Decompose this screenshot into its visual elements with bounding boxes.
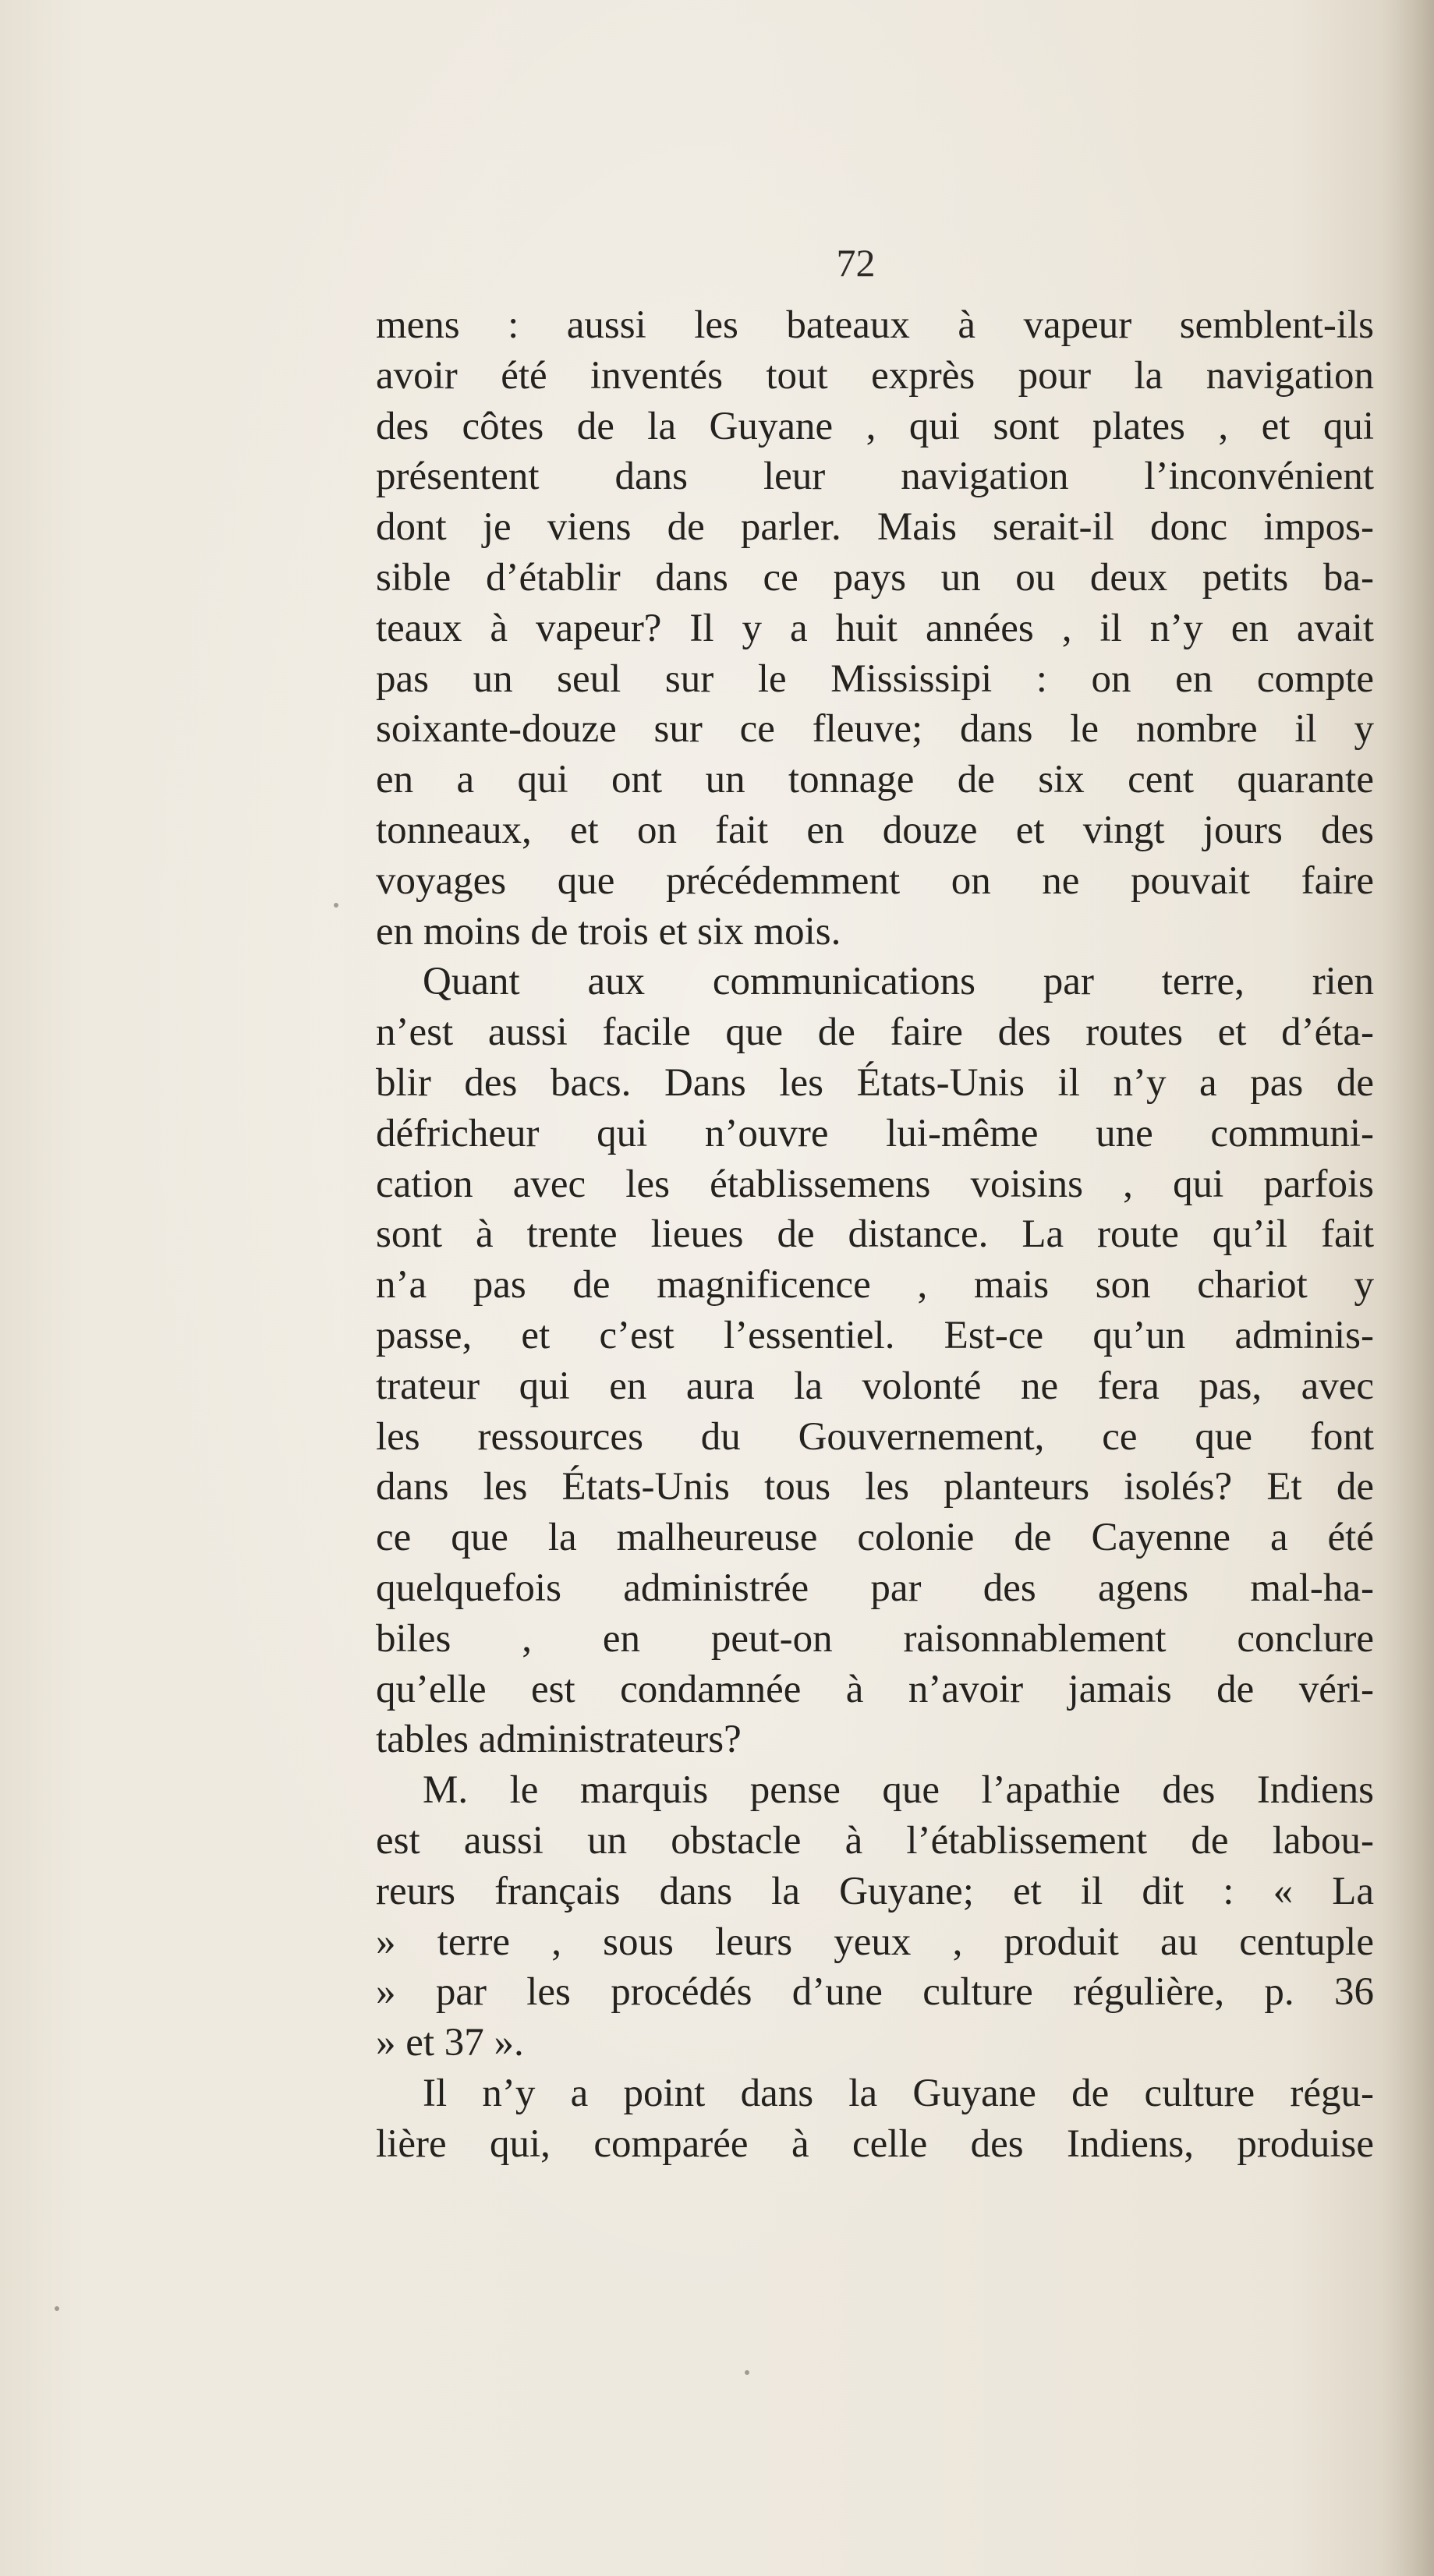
text-line: les ressources du Gouvernement, ce que font <box>376 1414 1374 1459</box>
text-line: Quant aux communications par terre, rien <box>423 960 1374 1004</box>
text-line: voyages que précédemment on ne pouvait faire <box>376 858 1374 903</box>
text-line: cation avec les établissemens voisins , qui parfois <box>376 1162 1374 1206</box>
text-line: soixante-douze sur ce fleuve; dans le nombre il y <box>376 707 1374 752</box>
text-line: en moins de trois et six mois. <box>376 909 841 954</box>
text-line: dont je viens de parler. Mais serait-il donc impos- <box>376 505 1374 550</box>
text-line: n’est aussi facile que de faire des routes et d’éta- <box>376 1010 1374 1055</box>
text-line: en a qui ont un tonnage de six cent quarante <box>376 758 1374 802</box>
text-line: des côtes de la Guyane , qui sont plates , et qui <box>376 404 1374 448</box>
text-line: est aussi un obstacle à l’établissement de labou- <box>376 1818 1374 1863</box>
text-line: » terre , sous leurs yeux , produit au centuple <box>376 1920 1374 1964</box>
text-line: qu’elle est condamnée à n’avoir jamais de véri- <box>376 1667 1374 1711</box>
text-line: tonneaux, et on fait en douze et vingt jours des <box>376 808 1374 852</box>
text-line: lière qui, comparée à celle des Indiens, produise <box>376 2121 1374 2166</box>
text-line: n’a pas de magnificence , mais son chariot y <box>376 1263 1374 1307</box>
text-line: Il n’y a point dans la Guyane de culture régu- <box>423 2071 1374 2115</box>
text-line: avoir été inventés tout exprès pour la navigation <box>376 353 1374 398</box>
text-line: blir des bacs. Dans les États-Unis il n’y a pas de <box>376 1060 1374 1105</box>
paper-speck <box>745 2370 749 2375</box>
text-line: M. le marquis pense que l’apathie des Indiens <box>423 1768 1374 1813</box>
text-line: présentent dans leur navigation l’inconvénient <box>376 455 1374 499</box>
text-line: défricheur qui n’ouvre lui-même une communi- <box>376 1111 1374 1155</box>
text-line: passe, et c’est l’essentiel. Est-ce qu’un adminis- <box>376 1313 1374 1357</box>
text-line: teaux à vapeur? Il y a huit années , il n’y en avait <box>376 606 1374 650</box>
text-line: » par les procédés d’une culture régulière, p. 36 <box>376 1970 1374 2015</box>
text-line: pas un seul sur le Mississipi : on en compte <box>376 656 1374 701</box>
text-line: dans les États-Unis tous les planteurs isolés? Et de <box>376 1465 1374 1509</box>
text-line: ce que la malheureuse colonie de Cayenne a été <box>376 1516 1374 1560</box>
text-line: biles , en peut-on raisonnablement conclure <box>376 1616 1374 1661</box>
page-number: 72 <box>836 241 876 285</box>
text-line: trateur qui en aura la volonté ne fera pas, avec <box>376 1364 1374 1408</box>
text-line: sible d’établir dans ce pays un ou deux petits ba- <box>376 555 1374 600</box>
text-line: tables administrateurs? <box>376 1718 742 1762</box>
page-edge-shadow <box>1379 0 1434 2576</box>
paper-speck <box>334 903 338 908</box>
body-text <box>376 300 1374 2169</box>
text-line: quelquefois administrée par des agens mal-ha- <box>376 1566 1374 1610</box>
text-line: mens : aussi les bateaux à vapeur semblent-ils <box>376 303 1374 347</box>
paper-speck <box>55 2306 59 2311</box>
text-line: sont à trente lieues de distance. La route qu’il fait <box>376 1212 1374 1257</box>
text-line: reurs français dans la Guyane; et il dit : « La <box>376 1869 1374 1913</box>
text-line: » et 37 ». <box>376 2021 524 2065</box>
